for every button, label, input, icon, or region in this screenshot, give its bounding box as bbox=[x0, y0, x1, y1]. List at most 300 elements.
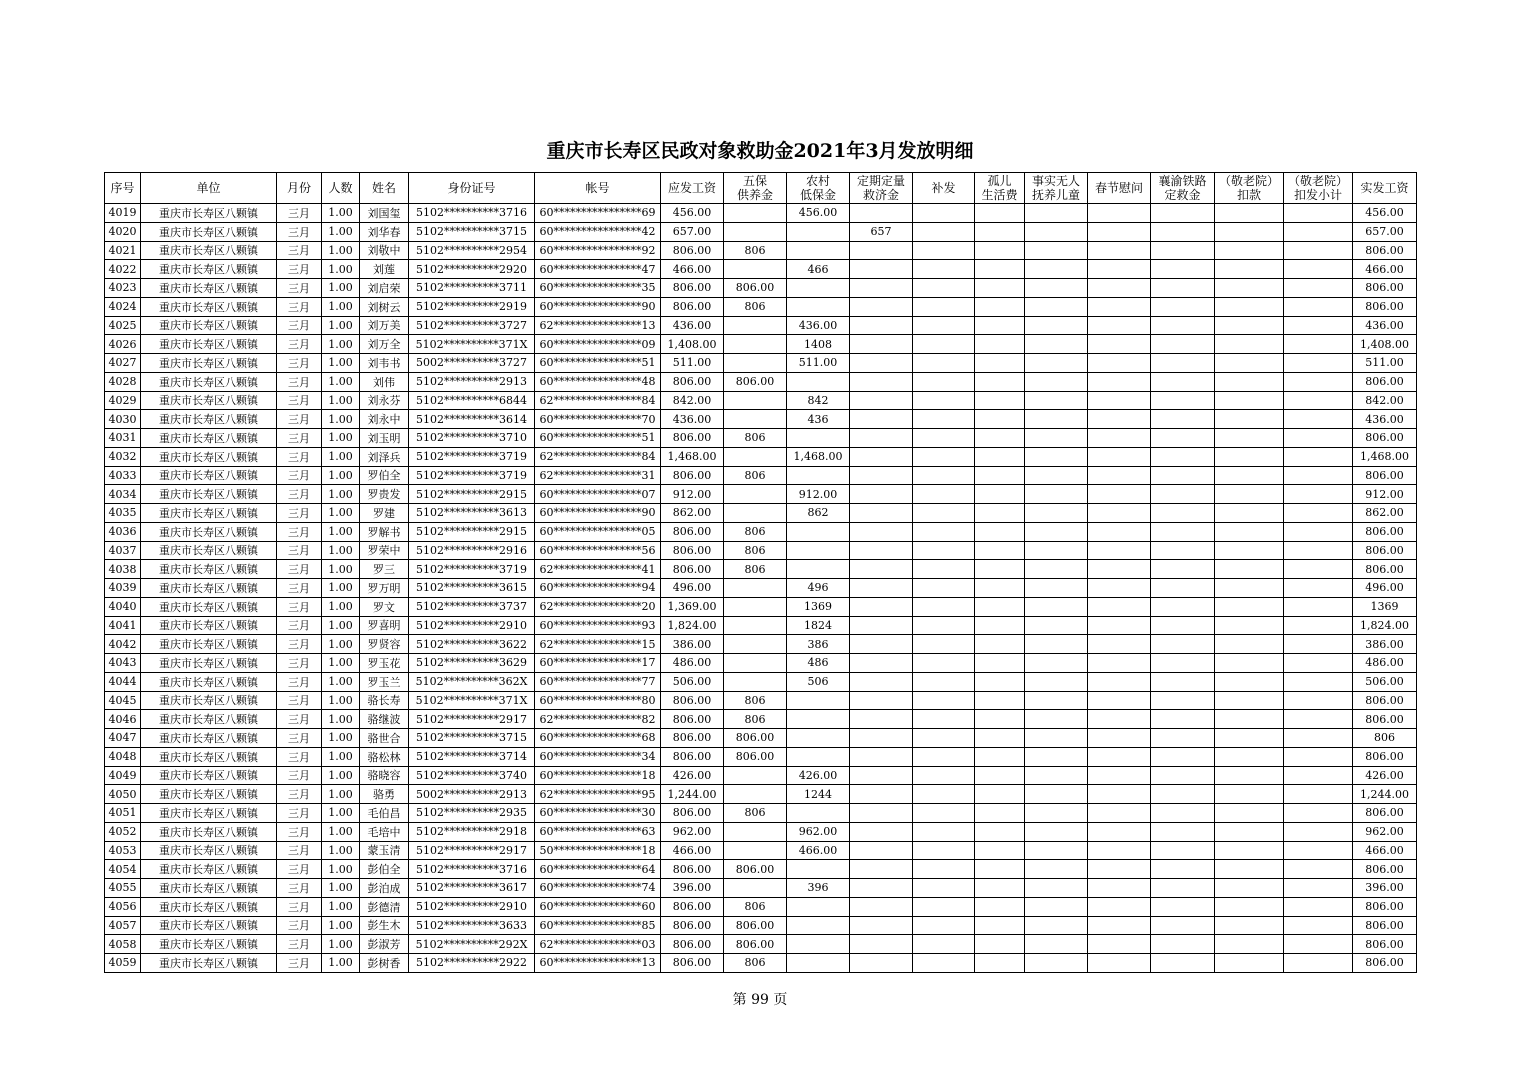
cell-count: 1.00 bbox=[322, 522, 360, 541]
cell-dibao: 506 bbox=[787, 672, 850, 691]
cell-dingqi: 657 bbox=[850, 222, 913, 241]
cell-unit: 重庆市长寿区八颗镇 bbox=[141, 729, 277, 748]
header-row bbox=[105, 173, 1417, 204]
column-header-shishi: 事实无人 抚养儿童 bbox=[1025, 173, 1088, 204]
cell-dingqi bbox=[850, 354, 913, 373]
cell-account: 60****************07 bbox=[535, 485, 661, 504]
cell-jlykk bbox=[1215, 260, 1284, 279]
cell-dibao bbox=[787, 466, 850, 485]
table-row bbox=[105, 316, 1417, 335]
cell-seq: 4036 bbox=[105, 522, 141, 541]
cell-unit: 重庆市长寿区八颗镇 bbox=[141, 916, 277, 935]
cell-shishi bbox=[1025, 260, 1088, 279]
cell-actual: 496.00 bbox=[1353, 579, 1417, 598]
cell-account: 62****************41 bbox=[535, 560, 661, 579]
cell-xiangyu bbox=[1151, 541, 1215, 560]
column-header-dingqi: 定期定量 救济金 bbox=[850, 173, 913, 204]
cell-jlyxj bbox=[1284, 429, 1353, 448]
cell-chunjie bbox=[1088, 579, 1151, 598]
column-header-chunjie: 春节慰问 bbox=[1088, 173, 1151, 204]
cell-unit: 重庆市长寿区八颗镇 bbox=[141, 522, 277, 541]
cell-month: 三月 bbox=[277, 935, 322, 954]
cell-month: 三月 bbox=[277, 822, 322, 841]
cell-unit: 重庆市长寿区八颗镇 bbox=[141, 447, 277, 466]
cell-payable: 496.00 bbox=[661, 579, 724, 598]
cell-guer bbox=[975, 222, 1025, 241]
cell-jlyxj bbox=[1284, 522, 1353, 541]
cell-month: 三月 bbox=[277, 710, 322, 729]
cell-id-number: 5102**********3614 bbox=[409, 410, 535, 429]
table-row bbox=[105, 354, 1417, 373]
cell-dibao: 511.00 bbox=[787, 354, 850, 373]
cell-id-number: 5102**********371X bbox=[409, 335, 535, 354]
cell-jlyxj bbox=[1284, 560, 1353, 579]
cell-bufa bbox=[913, 372, 975, 391]
cell-wubao: 806 bbox=[724, 429, 787, 448]
cell-shishi bbox=[1025, 804, 1088, 823]
cell-id-number: 5102**********3633 bbox=[409, 916, 535, 935]
cell-payable: 806.00 bbox=[661, 541, 724, 560]
cell-account: 60****************94 bbox=[535, 579, 661, 598]
cell-jlyxj bbox=[1284, 597, 1353, 616]
cell-account: 60****************51 bbox=[535, 429, 661, 448]
cell-jlykk bbox=[1215, 485, 1284, 504]
cell-month: 三月 bbox=[277, 522, 322, 541]
cell-month: 三月 bbox=[277, 654, 322, 673]
cell-count: 1.00 bbox=[322, 766, 360, 785]
cell-seq: 4048 bbox=[105, 747, 141, 766]
cell-count: 1.00 bbox=[322, 785, 360, 804]
cell-payable: 396.00 bbox=[661, 879, 724, 898]
cell-wubao bbox=[724, 316, 787, 335]
cell-id-number: 5102**********3719 bbox=[409, 466, 535, 485]
cell-month: 三月 bbox=[277, 560, 322, 579]
cell-dibao bbox=[787, 429, 850, 448]
cell-dibao bbox=[787, 691, 850, 710]
cell-unit: 重庆市长寿区八颗镇 bbox=[141, 372, 277, 391]
cell-chunjie bbox=[1088, 729, 1151, 748]
cell-unit: 重庆市长寿区八颗镇 bbox=[141, 672, 277, 691]
cell-guer bbox=[975, 316, 1025, 335]
cell-count: 1.00 bbox=[322, 804, 360, 823]
column-header-name: 姓名 bbox=[360, 173, 409, 204]
table-row bbox=[105, 485, 1417, 504]
cell-payable: 806.00 bbox=[661, 897, 724, 916]
cell-chunjie bbox=[1088, 897, 1151, 916]
cell-name: 彭泊成 bbox=[360, 879, 409, 898]
cell-chunjie bbox=[1088, 279, 1151, 298]
cell-dingqi bbox=[850, 241, 913, 260]
cell-dibao bbox=[787, 297, 850, 316]
cell-jlykk bbox=[1215, 316, 1284, 335]
cell-chunjie bbox=[1088, 447, 1151, 466]
cell-account: 62****************95 bbox=[535, 785, 661, 804]
cell-dibao: 1369 bbox=[787, 597, 850, 616]
cell-dingqi bbox=[850, 954, 913, 973]
cell-bufa bbox=[913, 485, 975, 504]
cell-bufa bbox=[913, 897, 975, 916]
cell-bufa bbox=[913, 204, 975, 223]
cell-unit: 重庆市长寿区八颗镇 bbox=[141, 954, 277, 973]
table-row bbox=[105, 466, 1417, 485]
cell-month: 三月 bbox=[277, 335, 322, 354]
cell-seq: 4020 bbox=[105, 222, 141, 241]
cell-name: 刘莲 bbox=[360, 260, 409, 279]
cell-payable: 511.00 bbox=[661, 354, 724, 373]
cell-guer bbox=[975, 204, 1025, 223]
cell-shishi bbox=[1025, 766, 1088, 785]
cell-actual: 806.00 bbox=[1353, 897, 1417, 916]
cell-bufa bbox=[913, 841, 975, 860]
cell-name: 罗喜明 bbox=[360, 616, 409, 635]
cell-payable: 1,408.00 bbox=[661, 335, 724, 354]
cell-guer bbox=[975, 579, 1025, 598]
cell-id-number: 5102**********3629 bbox=[409, 654, 535, 673]
table-row bbox=[105, 841, 1417, 860]
cell-chunjie bbox=[1088, 372, 1151, 391]
cell-jlykk bbox=[1215, 597, 1284, 616]
cell-shishi bbox=[1025, 335, 1088, 354]
cell-dingqi bbox=[850, 372, 913, 391]
cell-xiangyu bbox=[1151, 841, 1215, 860]
cell-jlykk bbox=[1215, 804, 1284, 823]
cell-payable: 806.00 bbox=[661, 279, 724, 298]
cell-chunjie bbox=[1088, 804, 1151, 823]
cell-id-number: 5102**********2913 bbox=[409, 372, 535, 391]
cell-jlykk bbox=[1215, 391, 1284, 410]
cell-chunjie bbox=[1088, 541, 1151, 560]
cell-jlyxj bbox=[1284, 279, 1353, 298]
cell-account: 60****************77 bbox=[535, 672, 661, 691]
cell-actual: 806.00 bbox=[1353, 954, 1417, 973]
cell-jlyxj bbox=[1284, 897, 1353, 916]
cell-jlykk bbox=[1215, 654, 1284, 673]
cell-chunjie bbox=[1088, 935, 1151, 954]
cell-guer bbox=[975, 335, 1025, 354]
cell-dingqi bbox=[850, 672, 913, 691]
cell-wubao bbox=[724, 579, 787, 598]
cell-id-number: 5102**********3719 bbox=[409, 560, 535, 579]
cell-unit: 重庆市长寿区八颗镇 bbox=[141, 860, 277, 879]
cell-jlyxj bbox=[1284, 766, 1353, 785]
cell-count: 1.00 bbox=[322, 841, 360, 860]
cell-account: 60****************56 bbox=[535, 541, 661, 560]
cell-guer bbox=[975, 710, 1025, 729]
table-row bbox=[105, 879, 1417, 898]
cell-account: 62****************03 bbox=[535, 935, 661, 954]
cell-chunjie bbox=[1088, 222, 1151, 241]
cell-dingqi bbox=[850, 935, 913, 954]
cell-dingqi bbox=[850, 560, 913, 579]
cell-wubao: 806.00 bbox=[724, 747, 787, 766]
cell-xiangyu bbox=[1151, 654, 1215, 673]
cell-seq: 4059 bbox=[105, 954, 141, 973]
cell-jlykk bbox=[1215, 879, 1284, 898]
cell-dingqi bbox=[850, 447, 913, 466]
cell-xiangyu bbox=[1151, 766, 1215, 785]
cell-bufa bbox=[913, 260, 975, 279]
cell-jlyxj bbox=[1284, 316, 1353, 335]
cell-account: 60****************80 bbox=[535, 691, 661, 710]
cell-guer bbox=[975, 954, 1025, 973]
cell-name: 刘永中 bbox=[360, 410, 409, 429]
cell-unit: 重庆市长寿区八颗镇 bbox=[141, 429, 277, 448]
cell-seq: 4043 bbox=[105, 654, 141, 673]
table-row bbox=[105, 916, 1417, 935]
cell-actual: 806.00 bbox=[1353, 372, 1417, 391]
cell-name: 罗万明 bbox=[360, 579, 409, 598]
cell-dingqi bbox=[850, 522, 913, 541]
cell-chunjie bbox=[1088, 841, 1151, 860]
cell-wubao: 806 bbox=[724, 297, 787, 316]
table-row bbox=[105, 391, 1417, 410]
cell-xiangyu bbox=[1151, 616, 1215, 635]
cell-id-number: 5102**********2919 bbox=[409, 297, 535, 316]
cell-jlyxj bbox=[1284, 504, 1353, 523]
cell-chunjie bbox=[1088, 822, 1151, 841]
table-row bbox=[105, 729, 1417, 748]
table-row bbox=[105, 560, 1417, 579]
cell-shishi bbox=[1025, 635, 1088, 654]
cell-name: 蒙玉清 bbox=[360, 841, 409, 860]
cell-count: 1.00 bbox=[322, 466, 360, 485]
cell-shishi bbox=[1025, 879, 1088, 898]
cell-name: 刘韦书 bbox=[360, 354, 409, 373]
cell-unit: 重庆市长寿区八颗镇 bbox=[141, 335, 277, 354]
column-header-bufa: 补发 bbox=[913, 173, 975, 204]
cell-unit: 重庆市长寿区八颗镇 bbox=[141, 822, 277, 841]
cell-seq: 4037 bbox=[105, 541, 141, 560]
cell-id-number: 5102**********2916 bbox=[409, 541, 535, 560]
cell-wubao bbox=[724, 841, 787, 860]
table-row bbox=[105, 241, 1417, 260]
cell-chunjie bbox=[1088, 597, 1151, 616]
cell-wubao: 806 bbox=[724, 241, 787, 260]
cell-bufa bbox=[913, 504, 975, 523]
cell-guer bbox=[975, 354, 1025, 373]
cell-guer bbox=[975, 616, 1025, 635]
cell-payable: 806.00 bbox=[661, 729, 724, 748]
table-row bbox=[105, 222, 1417, 241]
cell-month: 三月 bbox=[277, 916, 322, 935]
cell-jlykk bbox=[1215, 860, 1284, 879]
cell-actual: 506.00 bbox=[1353, 672, 1417, 691]
cell-actual: 1,468.00 bbox=[1353, 447, 1417, 466]
cell-account: 60****************34 bbox=[535, 747, 661, 766]
page-number: 第 99 页 bbox=[732, 992, 788, 1008]
cell-id-number: 5102**********2918 bbox=[409, 822, 535, 841]
table-row bbox=[105, 410, 1417, 429]
cell-seq: 4019 bbox=[105, 204, 141, 223]
cell-id-number: 5102**********2915 bbox=[409, 485, 535, 504]
cell-count: 1.00 bbox=[322, 822, 360, 841]
cell-bufa bbox=[913, 391, 975, 410]
cell-xiangyu bbox=[1151, 429, 1215, 448]
cell-jlyxj bbox=[1284, 635, 1353, 654]
cell-month: 三月 bbox=[277, 279, 322, 298]
cell-bufa bbox=[913, 447, 975, 466]
cell-jlykk bbox=[1215, 541, 1284, 560]
cell-dibao bbox=[787, 241, 850, 260]
cell-payable: 1,369.00 bbox=[661, 597, 724, 616]
cell-jlykk bbox=[1215, 747, 1284, 766]
cell-wubao: 806.00 bbox=[724, 860, 787, 879]
cell-name: 骆继波 bbox=[360, 710, 409, 729]
cell-dibao: 1,468.00 bbox=[787, 447, 850, 466]
cell-count: 1.00 bbox=[322, 222, 360, 241]
cell-name: 刘万全 bbox=[360, 335, 409, 354]
cell-chunjie bbox=[1088, 241, 1151, 260]
column-header-account: 帐号 bbox=[535, 173, 661, 204]
cell-shishi bbox=[1025, 729, 1088, 748]
column-header-jlyxj: （敬老院） 扣发小计 bbox=[1284, 173, 1353, 204]
cell-chunjie bbox=[1088, 391, 1151, 410]
cell-wubao: 806 bbox=[724, 541, 787, 560]
cell-name: 毛培中 bbox=[360, 822, 409, 841]
cell-wubao: 806.00 bbox=[724, 372, 787, 391]
cell-id-number: 5102**********2935 bbox=[409, 804, 535, 823]
cell-dibao: 912.00 bbox=[787, 485, 850, 504]
cell-name: 刘华春 bbox=[360, 222, 409, 241]
cell-count: 1.00 bbox=[322, 279, 360, 298]
cell-xiangyu bbox=[1151, 672, 1215, 691]
cell-chunjie bbox=[1088, 504, 1151, 523]
cell-jlykk bbox=[1215, 410, 1284, 429]
cell-wubao: 806 bbox=[724, 897, 787, 916]
cell-bufa bbox=[913, 560, 975, 579]
cell-account: 60****************70 bbox=[535, 410, 661, 429]
cell-wubao bbox=[724, 335, 787, 354]
cell-count: 1.00 bbox=[322, 260, 360, 279]
cell-wubao bbox=[724, 504, 787, 523]
cell-unit: 重庆市长寿区八颗镇 bbox=[141, 279, 277, 298]
cell-name: 骆勇 bbox=[360, 785, 409, 804]
cell-shishi bbox=[1025, 822, 1088, 841]
cell-wubao bbox=[724, 597, 787, 616]
cell-dingqi bbox=[850, 204, 913, 223]
cell-id-number: 5102**********3622 bbox=[409, 635, 535, 654]
cell-jlykk bbox=[1215, 766, 1284, 785]
cell-month: 三月 bbox=[277, 222, 322, 241]
table-row bbox=[105, 785, 1417, 804]
cell-jlyxj bbox=[1284, 710, 1353, 729]
cell-payable: 806.00 bbox=[661, 860, 724, 879]
cell-jlyxj bbox=[1284, 672, 1353, 691]
cell-xiangyu bbox=[1151, 504, 1215, 523]
cell-dingqi bbox=[850, 654, 913, 673]
cell-account: 62****************20 bbox=[535, 597, 661, 616]
cell-guer bbox=[975, 804, 1025, 823]
cell-count: 1.00 bbox=[322, 204, 360, 223]
cell-jlykk bbox=[1215, 504, 1284, 523]
cell-dibao: 436.00 bbox=[787, 316, 850, 335]
cell-guer bbox=[975, 879, 1025, 898]
cell-jlyxj bbox=[1284, 916, 1353, 935]
cell-count: 1.00 bbox=[322, 541, 360, 560]
cell-seq: 4057 bbox=[105, 916, 141, 935]
cell-shishi bbox=[1025, 204, 1088, 223]
cell-bufa bbox=[913, 766, 975, 785]
cell-actual: 806.00 bbox=[1353, 241, 1417, 260]
cell-account: 60****************42 bbox=[535, 222, 661, 241]
cell-month: 三月 bbox=[277, 635, 322, 654]
cell-chunjie bbox=[1088, 316, 1151, 335]
cell-account: 60****************60 bbox=[535, 897, 661, 916]
cell-count: 1.00 bbox=[322, 504, 360, 523]
cell-shishi bbox=[1025, 410, 1088, 429]
cell-unit: 重庆市长寿区八颗镇 bbox=[141, 597, 277, 616]
cell-name: 罗伯全 bbox=[360, 466, 409, 485]
cell-dibao bbox=[787, 522, 850, 541]
cell-name: 彭德清 bbox=[360, 897, 409, 916]
cell-actual: 806.00 bbox=[1353, 804, 1417, 823]
cell-actual: 862.00 bbox=[1353, 504, 1417, 523]
cell-payable: 806.00 bbox=[661, 954, 724, 973]
column-header-seq: 序号 bbox=[105, 173, 141, 204]
cell-dibao: 1408 bbox=[787, 335, 850, 354]
cell-unit: 重庆市长寿区八颗镇 bbox=[141, 804, 277, 823]
cell-bufa bbox=[913, 879, 975, 898]
table-row bbox=[105, 766, 1417, 785]
cell-actual: 1,408.00 bbox=[1353, 335, 1417, 354]
column-header-xiangyu: 襄渝铁路 定救金 bbox=[1151, 173, 1215, 204]
cell-shishi bbox=[1025, 710, 1088, 729]
cell-guer bbox=[975, 260, 1025, 279]
table-row bbox=[105, 522, 1417, 541]
column-header-month: 月份 bbox=[277, 173, 322, 204]
cell-actual: 1,244.00 bbox=[1353, 785, 1417, 804]
cell-unit: 重庆市长寿区八颗镇 bbox=[141, 391, 277, 410]
cell-name: 罗玉花 bbox=[360, 654, 409, 673]
cell-unit: 重庆市长寿区八颗镇 bbox=[141, 485, 277, 504]
cell-bufa bbox=[913, 954, 975, 973]
cell-shishi bbox=[1025, 672, 1088, 691]
cell-jlykk bbox=[1215, 579, 1284, 598]
cell-jlyxj bbox=[1284, 260, 1353, 279]
cell-dibao: 1244 bbox=[787, 785, 850, 804]
table-row bbox=[105, 579, 1417, 598]
cell-dingqi bbox=[850, 635, 913, 654]
cell-id-number: 5102**********2917 bbox=[409, 710, 535, 729]
cell-id-number: 5102**********3615 bbox=[409, 579, 535, 598]
table-row bbox=[105, 691, 1417, 710]
cell-actual: 486.00 bbox=[1353, 654, 1417, 673]
cell-xiangyu bbox=[1151, 279, 1215, 298]
cell-payable: 912.00 bbox=[661, 485, 724, 504]
cell-name: 彭生木 bbox=[360, 916, 409, 935]
cell-payable: 806.00 bbox=[661, 560, 724, 579]
cell-jlyxj bbox=[1284, 354, 1353, 373]
cell-account: 60****************69 bbox=[535, 204, 661, 223]
cell-actual: 396.00 bbox=[1353, 879, 1417, 898]
cell-actual: 436.00 bbox=[1353, 410, 1417, 429]
cell-account: 62****************31 bbox=[535, 466, 661, 485]
cell-xiangyu bbox=[1151, 466, 1215, 485]
cell-wubao bbox=[724, 485, 787, 504]
table-row bbox=[105, 204, 1417, 223]
cell-dibao: 426.00 bbox=[787, 766, 850, 785]
cell-shishi bbox=[1025, 691, 1088, 710]
cell-name: 骆长寿 bbox=[360, 691, 409, 710]
cell-actual: 806.00 bbox=[1353, 747, 1417, 766]
cell-dibao bbox=[787, 710, 850, 729]
table-row bbox=[105, 635, 1417, 654]
cell-jlyxj bbox=[1284, 860, 1353, 879]
cell-unit: 重庆市长寿区八颗镇 bbox=[141, 466, 277, 485]
cell-shishi bbox=[1025, 504, 1088, 523]
cell-name: 刘树云 bbox=[360, 297, 409, 316]
cell-bufa bbox=[913, 466, 975, 485]
